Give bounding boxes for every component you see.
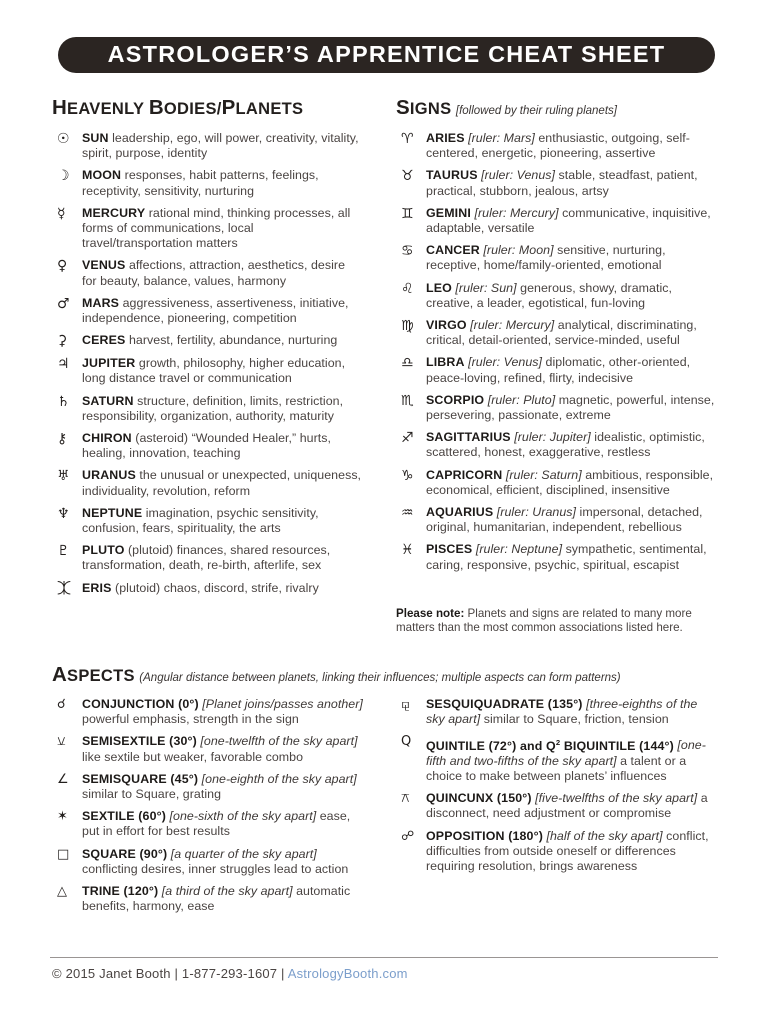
aspects-heading-a: A [52, 663, 68, 686]
page-title: ASTROLOGER’S APPRENTICE CHEAT SHEET [107, 41, 666, 68]
aspect-entry [396, 791, 718, 821]
planet-description: MERCURY rational mind, thinking processes, all forms of communications, local travel/transportation matters [82, 205, 351, 251]
aspect-glyph-icon: ∠ [57, 771, 69, 787]
planet-glyph-icon: ♃ [57, 356, 70, 373]
aspects-heading-note: (Angular distance between planets, linking their influences; multiple aspects can form patterns) [139, 672, 621, 684]
aspect-entry [396, 734, 718, 784]
footer-divider [50, 957, 718, 958]
sign-entry [396, 131, 718, 161]
aspect-entry [52, 884, 367, 914]
aspect-entry [52, 847, 367, 877]
planet-description: ERIS (plutoid) chaos, discord, strife, rivalry [82, 580, 319, 595]
sign-description: SAGITTARIUS [ruler: Jupiter] idealistic, optimistic, scattered, honest, exaggerative, restless [426, 430, 705, 460]
please-note-text: Planets and signs are related to many more matters than the most common associations listed here. [396, 607, 692, 634]
aspect-description: CONJUNCTION (0°) [Planet joins/passes another] powerful emphasis, strength in the sign [82, 697, 363, 727]
planet-description: MARS aggressiveness, assertiveness, initiative, independence, pioneering, competition [82, 295, 349, 326]
planet-glyph-icon: ☉ [57, 131, 70, 147]
sign-description: CAPRICORN [ruler: Saturn] ambitious, responsible, economical, efficient, disciplined, insensitive [426, 467, 714, 497]
signs-list [396, 131, 718, 580]
aspects-left-list [52, 697, 367, 921]
sign-glyph-icon: ♉ [401, 168, 414, 185]
aspect-entry [52, 734, 367, 764]
sign-description: LIBRA [ruler: Venus] diplomatic, other-oriented, peace-loving, refined, flirty, indecisive [426, 355, 691, 385]
sign-description: LEO [ruler: Sun] generous, showy, dramatic, creative, a leader, egotistical, fun-loving [426, 280, 673, 310]
aspect-glyph-icon: ☌ [57, 697, 66, 712]
sign-glyph-icon: ♓ [401, 542, 414, 559]
planet-entry [52, 333, 362, 349]
planet-glyph-icon: ♀ [57, 258, 68, 275]
footer-website-link[interactable]: AstrologyBooth.com [287, 966, 408, 981]
planet-glyph-icon: ☽ [57, 168, 70, 185]
sign-glyph-icon: ♌ [401, 280, 414, 297]
sign-glyph-icon: ♍ [401, 318, 414, 335]
footer-copyright: © 2015 Janet Booth [52, 966, 171, 981]
sign-entry [396, 243, 718, 273]
planet-description: SATURN structure, definition, limits, restriction, responsibility, organization, authority, maturity [82, 393, 344, 423]
sign-description: TAURUS [ruler: Venus] stable, steadfast, patient, practical, stubborn, jealous, artsy [426, 168, 698, 198]
sign-glyph-icon: ♐ [401, 430, 414, 447]
sign-description: ARIES [ruler: Mars] enthusiastic, outgoing, self-centered, energetic, pioneering, assertive [426, 131, 690, 161]
aspect-entry [52, 772, 367, 802]
aspect-description: QUINCUNX (150°) [five-twelfths of the sky apart] a disconnect, need adjustment or compromise [426, 791, 708, 821]
planets-heading-b: B [148, 96, 164, 119]
sign-entry [396, 168, 718, 198]
planet-description: URANUS the unusual or unexpected, uniqueness, individuality, revolution, reform [82, 468, 362, 498]
planets-heading-lanets: LANETS [235, 100, 304, 118]
sign-entry [396, 355, 718, 385]
aspect-glyph-icon: Q [401, 734, 412, 750]
planet-entry [52, 431, 362, 461]
planet-entry [52, 356, 362, 386]
sign-description: VIRGO [ruler: Mercury] analytical, discriminating, critical, detail-oriented, service-minded, useful [426, 318, 697, 348]
planets-list [52, 131, 362, 604]
planet-entry [52, 543, 362, 573]
planet-description: JUPITER growth, philosophy, higher education, long distance travel or communication [82, 356, 346, 386]
aspect-entry [52, 697, 367, 727]
planet-glyph-icon: ⚷ [57, 431, 68, 448]
page-title-banner [58, 37, 715, 73]
planet-glyph-icon: ♅ [57, 468, 70, 485]
aspect-glyph-icon: ☍ [401, 828, 415, 844]
planet-glyph-icon: ♂ [57, 295, 70, 312]
aspect-description: SEXTILE (60°) [one-sixth of the sky apart] ease, put in effort for best results [82, 809, 351, 839]
planets-heading-eavenly: EAVENLY [67, 100, 149, 118]
planet-description: PLUTO (plutoid) finances, shared resources, transformation, death, re-birth, afterlife, sex [82, 543, 331, 573]
planet-entry [52, 506, 362, 536]
planet-description: CHIRON (asteroid) “Wounded Healer,” hurts, healing, innovation, teaching [82, 431, 332, 461]
sign-glyph-icon: ♋ [401, 243, 414, 260]
aspect-description: OPPOSITION (180°) [half of the sky apart] conflict, difficulties from outside oneself or differences requiring resolution, brings awareness [426, 828, 709, 873]
signs-section-heading [396, 96, 617, 120]
aspect-description: SEMISEXTILE (30°) [one-twelfth of the sky apart] like sextile but weaker, favorable combo [82, 734, 358, 764]
sign-glyph-icon: ♑ [401, 467, 414, 484]
aspect-description: SQUARE (90°) [a quarter of the sky apart] conflicting desires, inner struggles lead to action [82, 846, 349, 876]
aspects-right-list [396, 697, 718, 881]
planet-description: VENUS affections, attraction, aesthetics, desire for beauty, balance, values, harmony [82, 258, 346, 288]
aspect-description: TRINE (120°) [a third of the sky apart] automatic benefits, harmony, ease [82, 884, 351, 914]
footer-separator-2: | [277, 966, 288, 981]
sign-entry [396, 281, 718, 311]
planet-description: CERES harvest, fertility, abundance, nurturing [82, 333, 338, 348]
planet-description: SUN leadership, ego, will power, creativity, vitality, spirit, purpose, identity [82, 131, 359, 161]
planet-glyph-icon: ♆ [57, 505, 70, 522]
sign-glyph-icon: ♈ [401, 131, 414, 147]
aspect-glyph-icon: ⚻ [401, 791, 410, 807]
sign-glyph-icon: ♏ [401, 392, 414, 409]
sign-entry [396, 430, 718, 460]
aspect-entry [396, 829, 718, 875]
footer [52, 966, 408, 981]
aspect-entry [396, 697, 718, 727]
sign-entry [396, 318, 718, 348]
planet-entry [52, 296, 362, 326]
sign-description: PISCES [ruler: Neptune] sympathetic, sentimental, caring, responsive, psychic, spiritual, escapist [426, 542, 707, 572]
sign-entry [396, 468, 718, 498]
planet-entry [52, 468, 362, 498]
aspect-glyph-icon: ⚺ [57, 734, 66, 750]
signs-heading-s: S [396, 96, 410, 119]
sign-glyph-icon: ♊ [401, 205, 414, 222]
planets-heading-p: P [221, 96, 236, 119]
aspect-entry [52, 809, 367, 839]
sign-description: CANCER [ruler: Moon] sensitive, nurturing, receptive, home/family-oriented, emotional [426, 243, 666, 273]
planets-heading-h: H [52, 96, 68, 119]
aspects-section-heading [52, 663, 732, 687]
planet-glyph-icon: ⯰ [57, 580, 72, 597]
sign-entry [396, 393, 718, 423]
sign-entry [396, 505, 718, 535]
planet-entry [52, 258, 362, 288]
planet-description: MOON responses, habit patterns, feelings, receptivity, sensitivity, nurturing [82, 168, 319, 198]
sign-description: SCORPIO [ruler: Pluto] magnetic, powerful, intense, persevering, passionate, extreme [426, 392, 715, 423]
planet-description: NEPTUNE imagination, psychic sensitivity, confusion, fears, spirituality, the arts [82, 505, 319, 536]
footer-phone: 1-877-293-1607 [181, 966, 278, 981]
aspect-glyph-icon: △ [57, 884, 67, 900]
please-note [396, 607, 716, 635]
sign-entry [396, 206, 718, 236]
planet-glyph-icon: ☿ [57, 205, 66, 222]
aspect-glyph-icon: ⚼ [401, 697, 410, 712]
aspect-description: SEMISQUARE (45°) [one-eighth of the sky apart] similar to Square, grating [82, 771, 357, 802]
please-note-label: Please note: [396, 607, 465, 620]
aspect-glyph-icon: □ [57, 846, 70, 862]
aspect-description: SESQUIQUADRATE (135°) [three-eighths of the sky apart] similar to Square, friction, tension [426, 697, 698, 727]
aspect-description: QUINTILE (72°) and $Q^2$ BIQUINTILE (144°) [one-fifth and two-fifths of the sky apart] a talent or a choice to make between planets’ influences [426, 737, 706, 783]
signs-heading-note: [followed by their ruling planets] [455, 105, 617, 117]
signs-heading-igns: IGNS [409, 100, 452, 118]
planets-section-heading [52, 96, 303, 120]
planet-glyph-icon: ⚳ [57, 333, 68, 350]
sign-glyph-icon: ♎ [401, 355, 414, 372]
planet-entry [52, 394, 362, 424]
planet-entry [52, 168, 362, 198]
sign-description: GEMINI [ruler: Mercury] communicative, inquisitive, adaptable, versatile [426, 205, 711, 236]
sign-glyph-icon: ♒ [401, 505, 414, 522]
footer-separator-1: | [170, 966, 182, 981]
planet-glyph-icon: ♄ [57, 393, 70, 410]
planets-heading-odies: ODIES/ [163, 100, 222, 118]
sign-entry [396, 542, 718, 572]
planet-entry [52, 131, 362, 161]
planet-entry [52, 581, 362, 597]
planet-entry [52, 206, 362, 252]
sign-description: AQUARIUS [ruler: Uranus] impersonal, detached, original, humanitarian, independent, rebellious [426, 505, 703, 535]
aspects-heading-spects: SPECTS [67, 667, 135, 685]
aspect-glyph-icon: ✶ [57, 809, 68, 825]
planet-glyph-icon: ♇ [57, 543, 70, 560]
